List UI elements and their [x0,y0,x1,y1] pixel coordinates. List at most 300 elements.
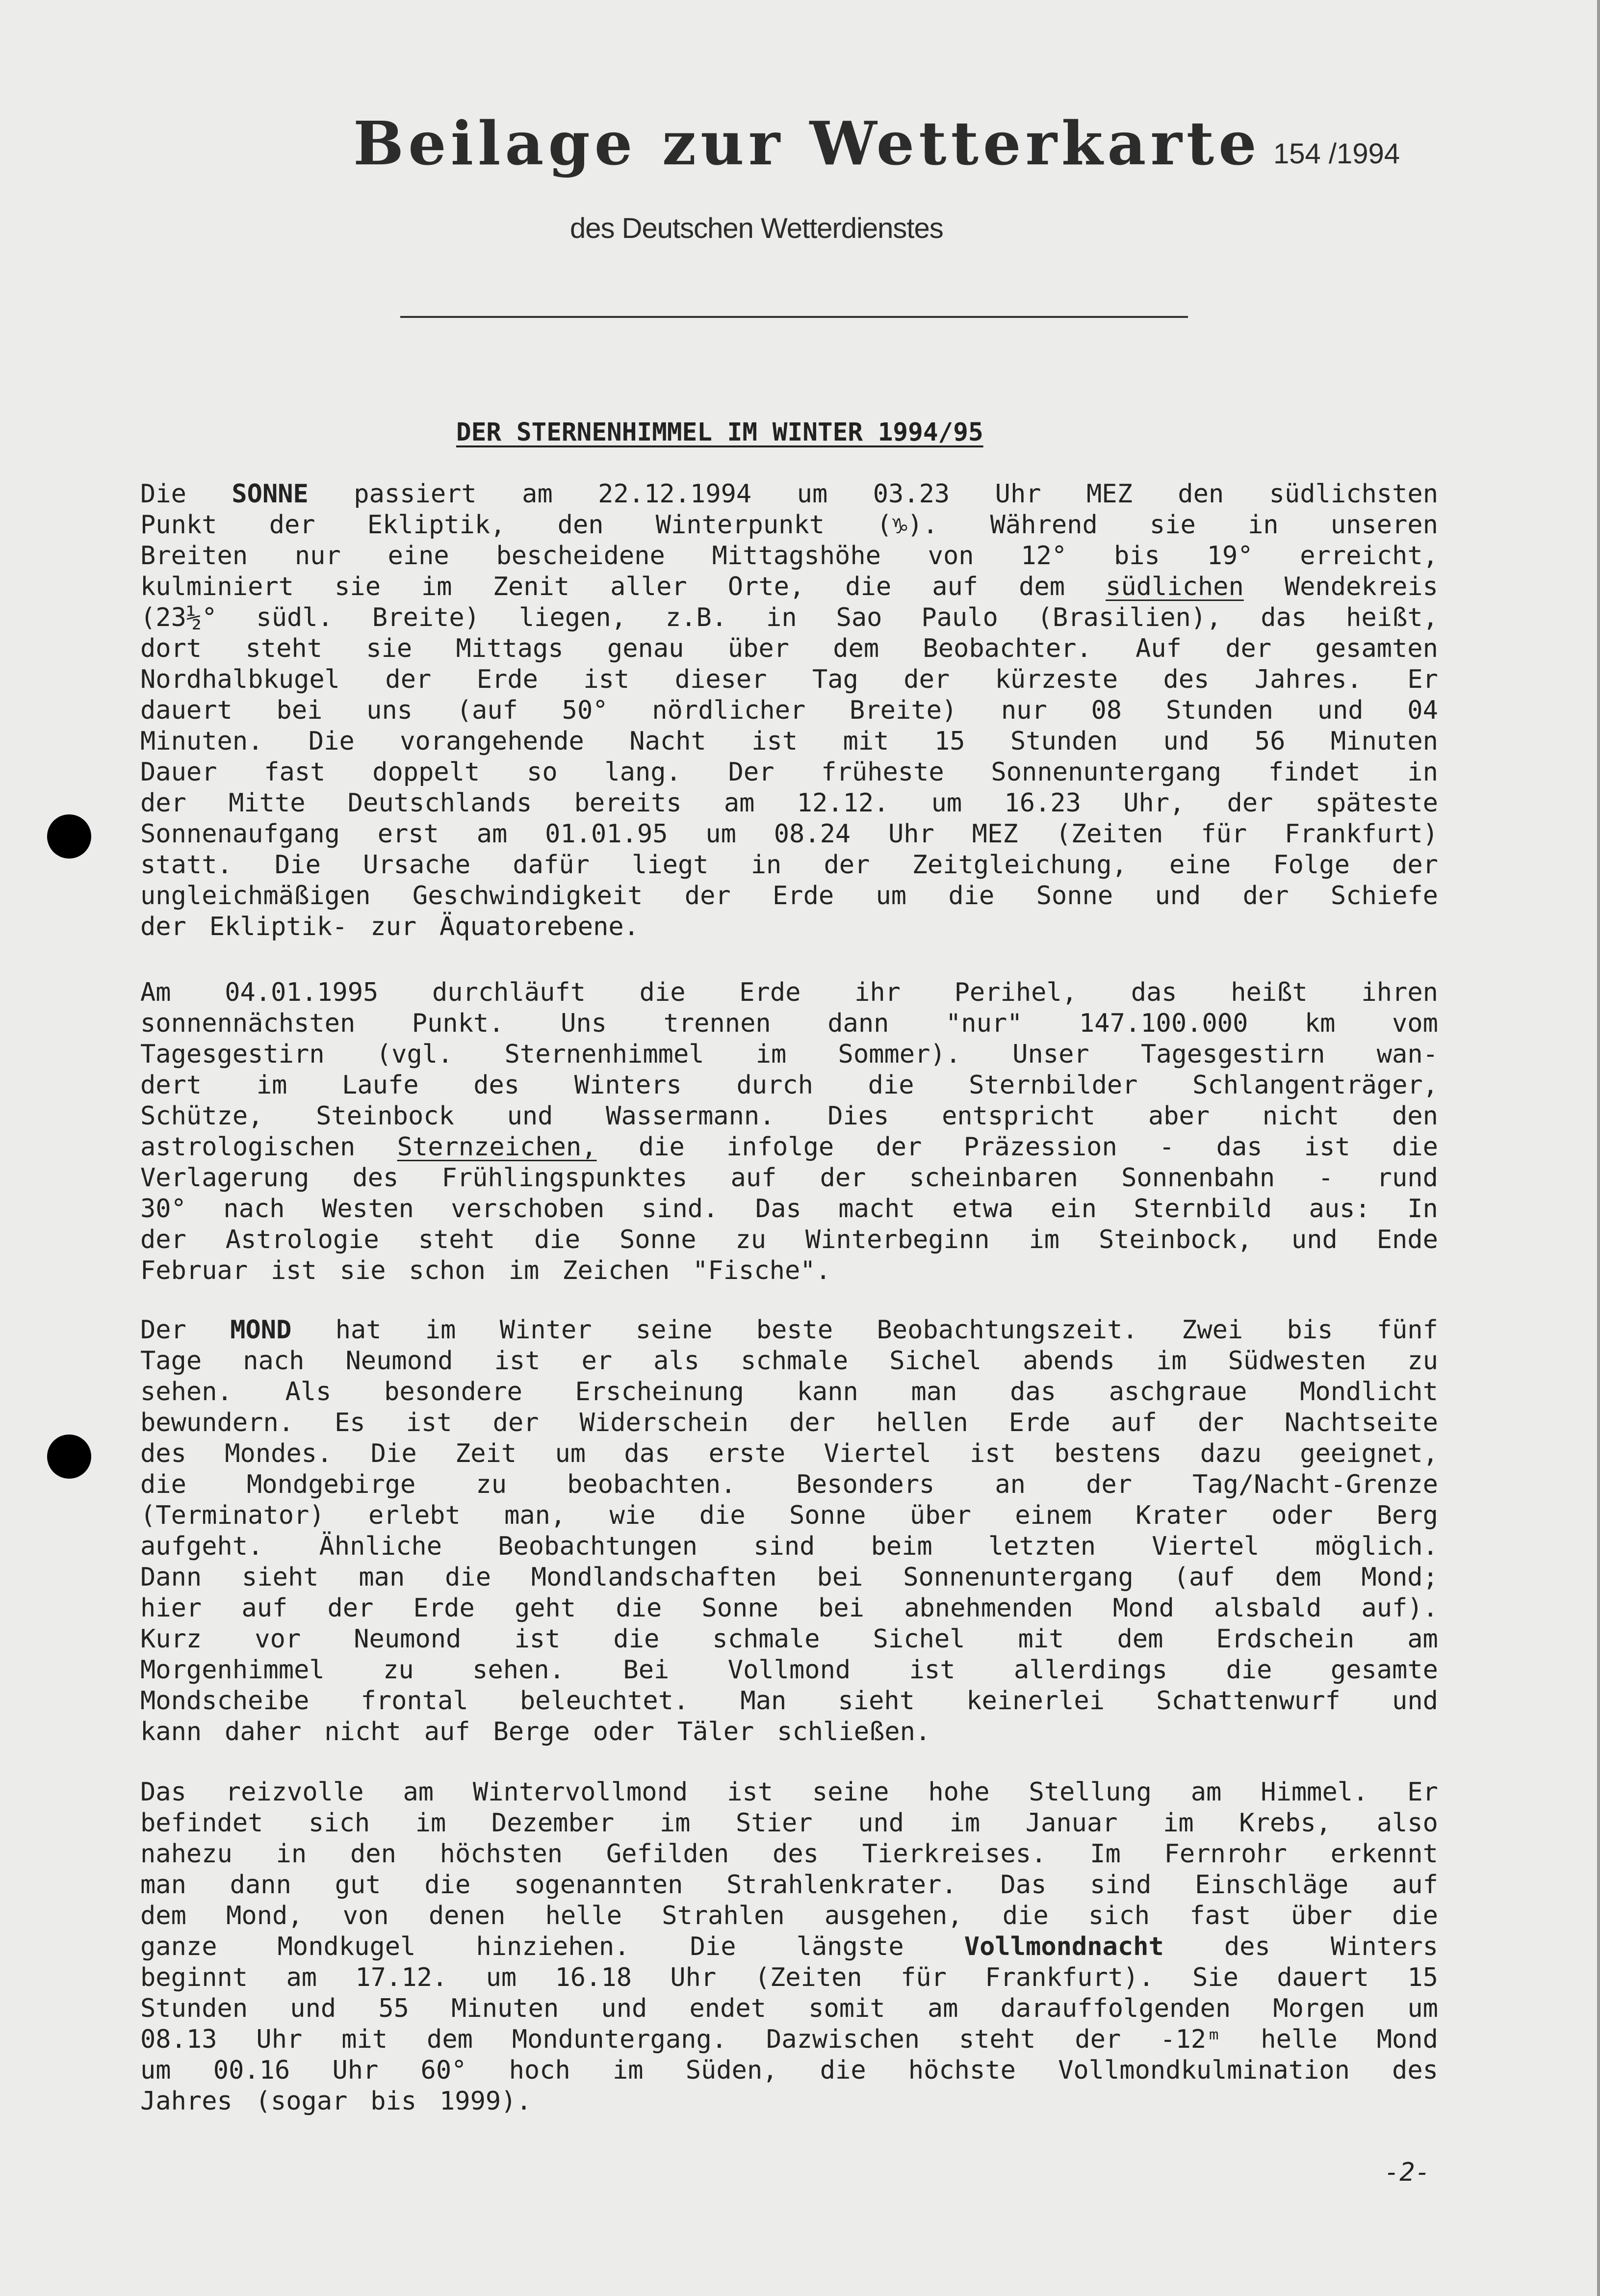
word: Mondkugel [277,1932,416,1961]
word: und [858,1808,904,1838]
word: den [557,510,604,540]
word: sonnennächsten [140,1009,356,1038]
word: 03.23 [873,479,950,509]
word: - [1318,1163,1334,1193]
word: ein [1050,1194,1097,1224]
word: findet [1268,757,1361,787]
word: und [601,1994,647,2023]
word: Sichel [873,1624,965,1654]
word: Uns [561,1009,607,1038]
text-line [140,1655,1438,1686]
word: nicht [324,1717,401,1747]
word: bescheidene [496,541,665,571]
word: bei [817,1563,863,1592]
word: der [1242,881,1289,911]
word: wan- [1376,1040,1438,1069]
word: ist [583,665,630,694]
word: die [948,881,995,911]
word: Stunden [1010,727,1118,756]
word: Während [990,510,1098,540]
word: dem [427,2025,473,2054]
word: Die [690,1932,736,1961]
word: -12ᵐ [1160,2025,1222,2054]
word: ausgehen, [824,1901,963,1931]
word: (Zeiten [1056,819,1163,849]
word: so [527,757,558,787]
word: MEZ [972,819,1018,849]
word: die [140,1470,186,1499]
word: nach [243,1346,305,1376]
word: man [359,1563,405,1592]
word: der [385,665,432,694]
word: schließen. [777,1717,931,1747]
word: das [1131,978,1177,1007]
text-line [140,1624,1438,1655]
word: Westen [322,1194,414,1224]
word: Winterpunkt [655,510,825,540]
word: Am [140,978,171,1007]
text-line [140,912,1438,942]
word: im [659,1808,691,1838]
word: Süden, [685,2056,778,2085]
word: Vollmond [727,1655,851,1685]
word: Januar [1025,1808,1118,1838]
word: zu [383,1655,414,1685]
word: Sonne [1036,881,1113,911]
word: südl. [256,603,333,632]
word: (auf [456,696,518,725]
word: ihr [854,978,901,1007]
word: sind [753,1532,815,1561]
word: kann [140,1717,202,1747]
word: Orte, [727,572,805,601]
word: astrologischen [140,1132,356,1162]
word: Ursache [363,850,471,880]
word: nach [223,1194,285,1224]
text-line [140,1438,1438,1469]
word: um [931,788,962,818]
word: Mondlandschaften [531,1563,777,1592]
word: vorangehende [400,727,584,756]
word: Laufe [342,1070,419,1100]
word: dazu [1200,1439,1262,1468]
word: Mitte [229,788,306,818]
word: also [1376,1808,1438,1838]
word: des [473,1070,520,1100]
word: bewundern. [140,1408,294,1437]
word: im [949,1808,981,1838]
word: aufgeht. [140,1532,263,1561]
word: sich [308,1808,370,1838]
word: Uhr, [1123,788,1185,818]
word: gesamte [1330,1655,1438,1685]
word: (auf [1173,1563,1235,1592]
word: Erscheinung [575,1377,744,1407]
word: ist [1304,1132,1350,1162]
word: 19° [1207,541,1253,571]
word: sieht [838,1686,915,1716]
word: Sonne [789,1501,866,1530]
word: der [1086,1470,1132,1499]
word: Sonnenaufgang [140,819,340,849]
word: geeignet, [1300,1439,1438,1468]
word: Vollmondnacht [964,1932,1164,1961]
word: Gefilden [606,1839,729,1869]
word: die [445,1563,491,1592]
word: Zeitgleichung, [912,850,1127,880]
word: besondere [384,1377,522,1407]
word: Nacht [629,727,706,756]
word: der [140,1225,186,1254]
word: späteste [1315,788,1438,818]
word: um [705,819,736,849]
word: mit [843,727,889,756]
word: die [639,978,686,1007]
word: fünf [1376,1315,1438,1345]
word: Folge [1273,850,1350,880]
punch-hole-upper [47,814,91,859]
word: 1999). [439,2087,532,2116]
word: Uhr [995,479,1041,509]
word: der [1075,2025,1121,2054]
word: mit [1018,1624,1064,1654]
text-line [140,664,1438,695]
word: man [140,1870,186,1900]
text-line [140,1808,1438,1839]
word: wie [609,1501,656,1530]
word: Krater [1135,1501,1228,1530]
word: bei [818,1593,865,1623]
word: der [903,665,950,694]
text-line [140,1039,1438,1070]
word: dauert [1277,1963,1369,1992]
word: Verlagerung [140,1163,310,1193]
word: dann [230,1870,291,1900]
text-line [140,1132,1438,1163]
word: Februar [140,1256,248,1285]
word: 04 [1407,696,1438,725]
word: um [140,2056,171,2085]
word: des [1392,2056,1438,2085]
word: Stunden [1165,696,1273,725]
word: (23½° [140,603,217,632]
word: helle [1261,2025,1338,2054]
word: Unser [1012,1040,1089,1069]
text-line [140,541,1438,572]
word: sie [366,634,413,663]
word: am [1190,1777,1222,1807]
word: in [766,603,797,632]
word: am [403,1777,434,1807]
word: 08.13 [140,2025,217,2054]
text-line [140,757,1438,788]
word: früheste [821,757,944,787]
word: Viertel [1152,1532,1260,1561]
word: Schlangenträger, [1192,1070,1438,1100]
word: Die [308,727,355,756]
word: Erde [772,881,834,911]
word: und [1317,696,1364,725]
word: Uhr [332,2056,379,2085]
text-line [140,633,1438,664]
word: liegt [632,850,709,880]
text-line [140,1777,1438,1808]
word: Zenit [492,572,570,601]
word: auf [424,1717,470,1747]
word: dieser [674,665,767,694]
text-line [140,1531,1438,1562]
word: MEZ [1086,479,1133,509]
word: und [1155,881,1201,911]
word: kürzeste [995,665,1118,694]
word: um [486,1963,517,1992]
word: Tagesgestirn [140,1040,325,1069]
word: im [508,1256,540,1285]
word: SONNE [232,479,309,509]
text-line [140,788,1438,819]
word: Wintervollmond [472,1777,688,1807]
word: nur [1001,696,1047,725]
punch-hole-lower [47,1435,91,1479]
word: für [901,1963,947,1992]
word: Erde [1008,1408,1071,1437]
word: 08.24 [774,819,851,849]
word: hier [140,1593,202,1623]
header-divider [400,316,1188,318]
word: nördlicher [652,696,806,725]
word: Dies [827,1101,889,1131]
word: macht [838,1194,915,1224]
word: nahezu [140,1839,232,1869]
word: über [1290,1901,1352,1931]
word: daher [225,1717,302,1747]
word: Erde [476,665,538,694]
word: sie [339,1256,386,1285]
word: 12.12. [797,788,889,818]
word: Morgenhimmel [140,1655,325,1685]
text-line [140,1500,1438,1531]
text-line [140,1255,1438,1286]
word: zur [370,912,417,941]
word: Erdschein [1216,1624,1355,1654]
word: 15 [934,727,965,756]
word: (Zeiten [754,1963,862,1992]
word: Minuten. [140,727,263,756]
word: die [616,1593,662,1623]
word: ist [969,1439,1016,1468]
text-line [140,1993,1438,2024]
text-line [140,819,1438,850]
word: dert [140,1070,202,1100]
word: am [476,819,508,849]
word: Beobachter. [923,634,1092,663]
word: sind [1090,1870,1152,1900]
word: vom [1392,1009,1438,1038]
word: Mondscheibe [140,1686,310,1716]
word: 56 [1254,727,1286,756]
word: im [1029,1225,1060,1254]
word: Stellung [1029,1777,1152,1807]
word: die [613,1624,660,1654]
word: Täler [677,1717,754,1747]
word: von [928,541,974,571]
word: den [1392,1101,1438,1131]
word: schmale [741,1346,849,1376]
word: der [1227,788,1273,818]
word: Winters [1330,1932,1438,1961]
word: hat [335,1315,382,1345]
word: ungleichmäßigen [140,881,371,911]
word: dem [140,1901,186,1931]
word: Perihel, [954,978,1078,1007]
word: Sternbilder [969,1070,1138,1100]
word: um [1407,1994,1438,2023]
word: der [1197,1408,1244,1437]
word: Mond; [1361,1563,1438,1592]
word: eine [1169,850,1231,880]
word: helle [545,1901,622,1931]
word: im [415,1808,446,1838]
word: Jahres. [1254,665,1362,694]
word: Schattenwurf [1156,1686,1341,1716]
word: dort [140,634,202,663]
text-line [140,1901,1438,1931]
word: den [1178,479,1224,509]
word: zu [735,1225,767,1254]
word: geht [514,1593,576,1623]
word: Stunden [140,1994,248,2023]
word: um [555,1439,586,1468]
word: Steinbock, [1098,1225,1253,1254]
word: 22.12.1994 [598,479,752,509]
word: "Fische". [693,1256,831,1285]
word: der [327,1593,374,1623]
word: Man [740,1686,787,1716]
word: die [820,2056,866,2085]
word: seine [635,1315,713,1345]
word: beginnt [140,1963,248,1992]
word: im [1156,1346,1187,1376]
word: ist [751,727,798,756]
word: fast [264,757,326,787]
word: entspricht [942,1101,1096,1131]
word: die [424,1870,471,1900]
word: abnehmenden [904,1593,1073,1623]
word: Tag [812,665,858,694]
word: Punkt. [412,1009,504,1038]
word: am [927,1994,958,2023]
word: bei [276,696,323,725]
word: Nachtseite [1284,1408,1438,1437]
text-line [140,1346,1438,1377]
word: abends [1023,1346,1115,1376]
word: der [492,1408,539,1437]
word: im [1163,1808,1194,1838]
word: Das [140,1777,186,1807]
word: auf [1392,1870,1438,1900]
word: kann [797,1377,858,1407]
word: Krebs, [1239,1808,1332,1838]
word: oder [1271,1501,1333,1530]
word: und [507,1101,553,1131]
word: gesamten [1315,634,1438,663]
word: Die [274,850,321,880]
word: Uhr [888,819,934,849]
word: 147.100.000 [1079,1009,1248,1038]
word: Mondgebirge [246,1470,416,1499]
word: Winters [574,1070,682,1100]
word: ihren [1361,978,1438,1007]
word: Stier [736,1808,813,1838]
word: frontal [361,1686,468,1716]
word: den [350,1839,396,1869]
word: vor [255,1624,301,1654]
word: der [140,788,186,818]
word: km [1304,1009,1336,1038]
text-line [140,2086,1438,2117]
text-line [140,479,1438,510]
word: Neumond [345,1346,453,1376]
word: Berg [1376,1501,1438,1530]
word: Zeit [455,1439,517,1468]
text-line [140,1070,1438,1101]
word: Breite) [850,696,957,725]
word: Erde [413,1593,475,1623]
word: Dazwischen [766,2025,920,2054]
text-line [140,726,1438,757]
word: sich [1088,1901,1150,1931]
word: sogenannten [514,1870,683,1900]
word: der [824,850,870,880]
word: bestens [1054,1439,1162,1468]
word: Mond, [226,1901,303,1931]
word: die [868,1070,914,1100]
word: 00.16 [213,2056,290,2085]
text-line [140,1717,1438,1748]
word: beleuchtet. [519,1686,689,1716]
word: Dann [140,1563,202,1592]
word: und [290,1994,336,2023]
word: Einschläge [1195,1870,1349,1900]
word: Bei [623,1655,670,1685]
word: kulminiert [140,572,294,601]
word: Winterbeginn [805,1225,990,1254]
word: beobachten. [567,1470,736,1499]
word: Sonne [701,1593,778,1623]
word: scheinbaren [909,1163,1078,1193]
text-line [140,1469,1438,1500]
word: Sonnenbahn [1121,1163,1275,1193]
word: Sommer). [838,1040,961,1069]
word: Widerschein [579,1408,748,1437]
word: Steinbock [316,1101,454,1131]
text-line [140,850,1438,881]
word: Ende [1376,1225,1438,1254]
word: Dauer [140,757,217,787]
word: zu [1407,1346,1438,1376]
word: (Terminator) [140,1501,325,1530]
word: heißt, [1346,603,1438,632]
word: Mondlicht [1300,1377,1438,1407]
word: erlebt [368,1501,461,1530]
word: Viertel [824,1439,931,1468]
word: fast [1189,1901,1251,1931]
word: südlichen [1106,572,1244,601]
word: im [256,1070,287,1100]
word: - [1159,1132,1175,1162]
word: Präzession [963,1132,1117,1162]
section-heading: DER STERNENHIMMEL IM WINTER 1994/95 [456,418,983,447]
